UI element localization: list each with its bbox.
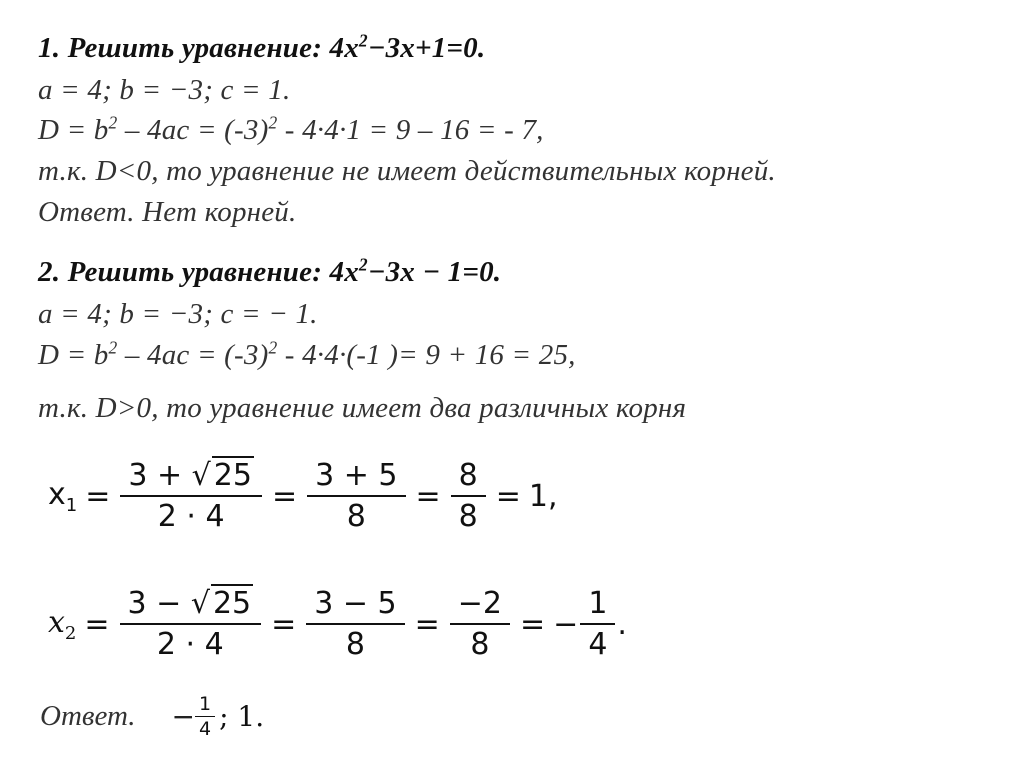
final-answer-fraction: $\frac{1}{4}$: [197, 693, 213, 740]
x1-fraction-3: $\frac{8}{8}$: [455, 458, 482, 534]
x2-fraction-2: $\frac{3 - 5}{8}$: [310, 586, 400, 662]
problem1-answer: Ответ. Нет корней.: [38, 196, 297, 228]
problem1-heading: 1. Решить уравнение: $4x^2-3x+1=0$.: [38, 30, 486, 64]
final-answer-label: Ответ.: [40, 700, 136, 732]
x1-result: 1,: [528, 478, 558, 514]
x1-fraction-1: $\frac{3 + √ 25}{2 \cdot 4}$: [124, 458, 258, 534]
x2-variable: $x_2$: [48, 604, 77, 644]
problem1-coefficients: a = 4; b = −3; c = 1.: [38, 74, 291, 106]
x2-fraction-3: $\frac{-2}{8}$: [454, 586, 506, 662]
final-answer: Ответ. − $\frac{1}{4}$ ; 1.: [40, 693, 265, 740]
x1-fraction-2: $\frac{3 + 5}{8}$: [311, 458, 401, 534]
problem2-heading-label: 2. Решить уравнение: [38, 256, 313, 288]
sqrt-symbol: √: [191, 458, 211, 493]
problem1-conclusion: т.к. D<0, то уравнение не имеет действительных корней.: [38, 155, 776, 187]
x2-fraction-1: $\frac{3 - √ 25}{2 \cdot 4}$: [124, 586, 258, 662]
problem2-discriminant: $D = b^2 - 4ac = (-3)^2 - 4\cdot 4\cdot(-1$ )= 9 + 16 = 25,: [38, 337, 576, 371]
problem1-discriminant: $D = b^2 - 4ac = (-3)^2 - 4\cdot 4\cdot 1 = 9 - 16$ = - 7,: [38, 112, 544, 146]
sqrt-symbol: √: [190, 586, 210, 621]
problem2-heading: 2. Решить уравнение: $4x^2-3x - 1=0$.: [38, 254, 502, 288]
problem1-heading-label: 1. Решить уравнение: [38, 32, 313, 64]
x2-formula: $x_2$ = $\frac{3 - √ 25}{2 \cdot 4}$ = $\frac{3 - 5}{8}$ = $\frac{-2}{8}$ = − $\frac{1}{4}$ .: [48, 586, 627, 662]
x1-variable: $x_1$: [48, 476, 78, 516]
problem2-coefficients: a = 4; b = −3; c = − 1.: [38, 298, 318, 330]
x2-fraction-4: $\frac{1}{4}$: [584, 586, 611, 662]
x1-formula: $x_1$ = $\frac{3 + √ 25}{2 \cdot 4}$ = $\frac{3 + 5}{8}$ = $\frac{8}{8}$ = 1,: [48, 458, 558, 534]
problem2-conclusion: т.к. D>0, то уравнение имеет два различных корня: [38, 392, 687, 424]
